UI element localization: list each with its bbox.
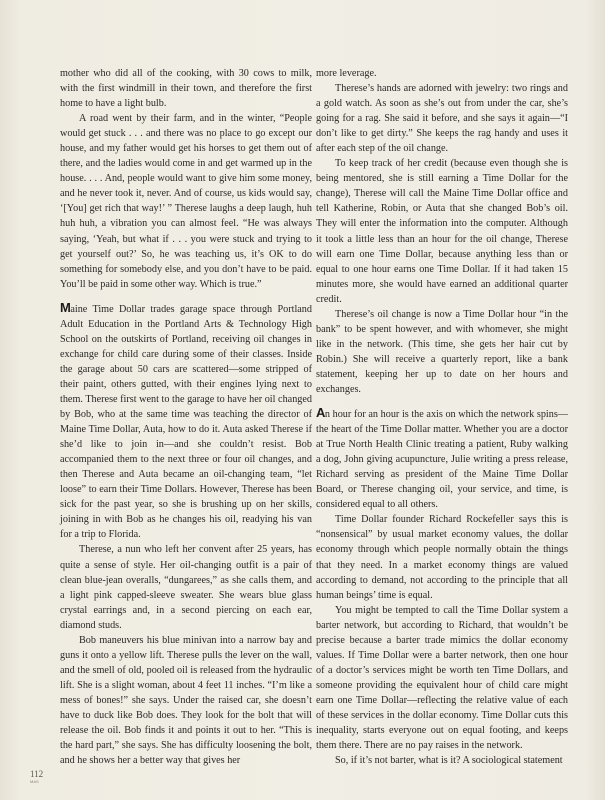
paragraph: A road went by their farm, and in the winter, “People would get stuck . . . and there was no place to go except our house, and my father would get his horses to get them out of there, and the ladies would come in and get warmed up in the house. . . . And, people would want to give him some money, and he never took it, never. And of course, us kids would say, ‘[You] get rich that way!’ ” Therese laughs a deep laugh, huh huh huh, a vibration you can almost feel. “He was always saying, ‘Yeah, but what if . . . you were stuck and trying to get yourself out?’ So, he was teaching us, it’s OK to do something for somebody else, and you don’t have to be paid. You’ll be paid in some other way. Which is true.” <box>60 113 312 290</box>
left-column <box>60 66 312 768</box>
section-paragraph <box>60 300 312 543</box>
paragraph: So, if it’s not barter, what is it? A sociological statement <box>335 755 563 767</box>
paragraph: Therese’s hands are adorned with jewelry: two rings and a gold watch. As soon as she’s out from under the car, she’s going for a rag. She said it before, and she says it again—“I don’t like to get dirty.” She keeps the rag handy and uses it after each step of the oil change. <box>316 83 568 155</box>
paragraph: mother who did all of the cooking, with 30 cows to milk, with the first windmill in their town, and therefore the first home to have a light bulb. <box>60 68 312 110</box>
drop-cap: M <box>60 299 71 315</box>
paragraph: Therese, a nun who left her convent after 25 years, has quite a sense of style. Her oil-changing outfit is a pair of clean blue-jean overalls, “dungarees,” as she calls them, and a light pink capped-sleeve sweater. She wears blue glass crystal earrings and, in a second piercing on each ear, diamond studs. <box>60 544 312 631</box>
paragraph: Therese’s oil change is now a Time Dollar hour “in the bank” to be spent however, and with whomever, she might like in the network. (This time, she gets her hair cut by Robin.) She will receive a quarterly report, like a bank statement, keeping her up to date on her hours and exchanges. <box>316 308 568 395</box>
paragraph-text: n hour for an hour is the axis on which the network spins—the heart of the Time Dollar matter. Whether you are a doctor at True North Health Clinic treating a patient, Ruby walking a dog, John giving acupuncture, Julie writing a press release, Richard serving as president of the Maine Time Dollar Board, or Therese changing oil, your service, and time, is considered equal to all others. <box>316 409 568 511</box>
page-number-sub: MAS <box>30 779 39 784</box>
paragraph: To keep track of her credit (because even though she is being mentored, she is still earning a Time Dollar for the change), Therese will call the Maine Time Dollar office and tell Katherine, Robin, or Auta that she changed Bob’s oil. They will enter the information into the computer. Although it took a little less than an hour for the oil change, Therese will earn one Time Dollar, because anything less than or equal to one hour earns one Time Dollar. If it had taken 15 minutes more, she would have earned an additional quarter credit. <box>316 158 568 305</box>
section-paragraph <box>316 405 568 512</box>
paragraph: more leverage. <box>316 68 377 79</box>
paragraph-text: aine Time Dollar trades garage space through Portland Adult Education in the Portland Arts & Technology High School on the outskirts of Portland, receiving oil changes in exchange for child care during some of their classes. Inside the garage about 50 cars are scattered—some stripped of their paint, others gutted, with their engines lying next to them. Therese first went to the garage to have her oil changed by Bob, who at the same time was teaching the director of Maine Time Dollar, Auta, how to do it. Auta asked Therese if she’d like to join in—and she couldn’t resist. Bob accompanied them to the next three or four oil changes, and then Therese and Auta became an oil-changing team, “let loose” to earn their Time Dollars. However, Therese has been sick for the past year, so she is brushing up on her skills, joining in with Bob as he changes his oil, readying his van for a trip to Florida. <box>60 303 312 541</box>
paragraph: Time Dollar founder Richard Rockefeller says this is “nonsensical” by usual market economy values, the dollar economy through which people normally obtain the things that they need. In a market economy things are valued according to demand, not according to the principle that all human beings’ time is equal. <box>316 514 568 601</box>
paragraph: Bob maneuvers his blue minivan into a narrow bay and guns it onto a yellow lift. Therese pulls the lever on the wall, and the smell of old, pooled oil is released from the hydraulic lift. She is a slight woman, about 4 feet 11 inches. “I’m like a mess of bones!” she says. Under the raised car, she doesn’t have to duck like Bob does. They look for the bolt that will release the oil. Bob finds it and points it out to her. “This is the hard part,” she says. She has difficulty loosening the bolt, and he shows her a better way that gives her <box>60 634 312 767</box>
paragraph: You might be tempted to call the Time Dollar system a barter network, but according to Richard, that wouldn’t be precise because a barter trade mimics the dollar economy values. If Time Dollar were a barter network, then one hour of a doctor’s services might be worth ten Time Dollars, and someone providing the equivalent hour of child care might earn one Time Dollar—reflecting the relative value of each of these services in the dollar economy. Time Dollar cuts this inequality, starts everyone out on equal footing, and keeps them there. There are no pay raises in the network. <box>316 604 568 752</box>
drop-cap: A <box>316 405 325 421</box>
right-column <box>316 66 568 768</box>
page-number: 112 <box>30 769 44 779</box>
